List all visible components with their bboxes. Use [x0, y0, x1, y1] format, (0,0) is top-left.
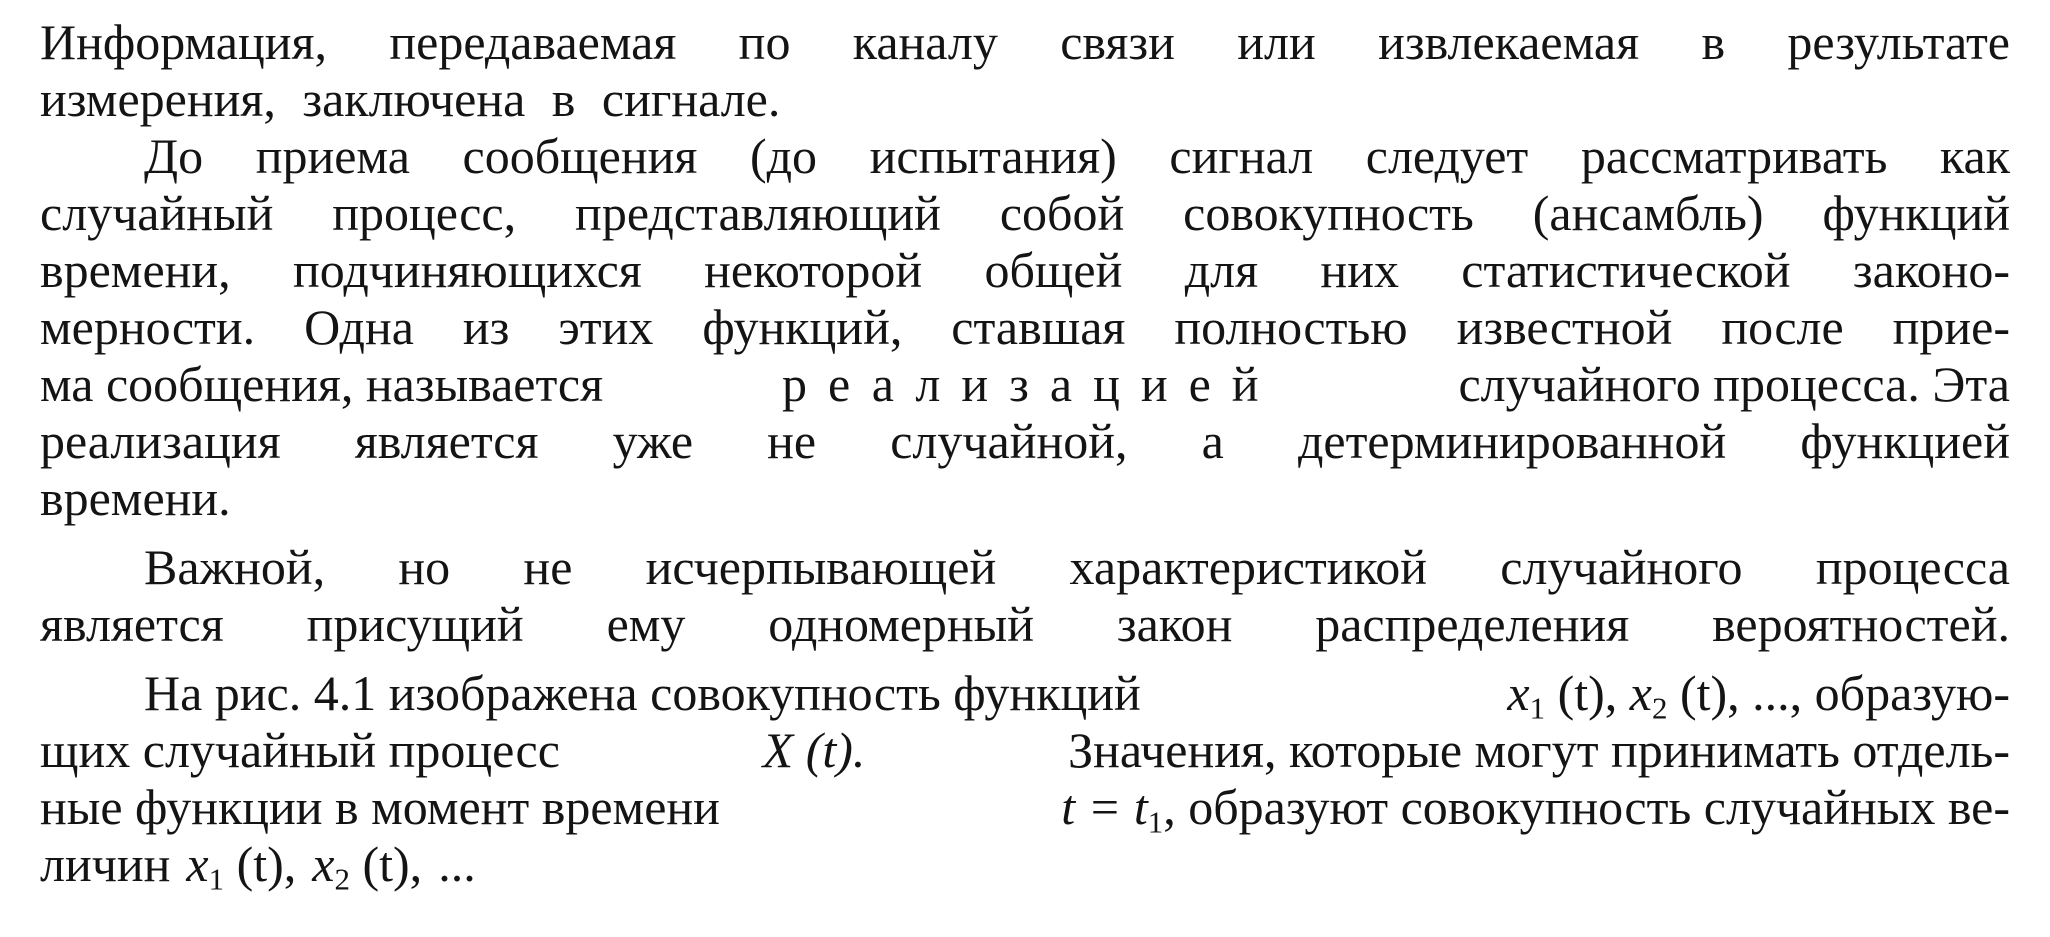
math-subscript: 1 — [1529, 690, 1546, 726]
math-expression — [1061, 779, 2010, 840]
text-line — [40, 470, 2010, 527]
line-text: ные функции в момент времени — [40, 779, 720, 835]
text-line — [40, 665, 2010, 726]
text-line — [40, 185, 2010, 242]
line-text: Важной, но не исчерпывающей характеристикой случайного процесса — [144, 539, 2010, 595]
text-line — [40, 356, 2010, 413]
document-page — [40, 14, 2010, 897]
line-text: времени, подчиняющихся некоторой общей для них статистической законо- — [40, 242, 2010, 298]
paragraph-gap — [40, 527, 2010, 539]
line-text: реализация является уже не случайной, а детерминированной функцией — [40, 413, 2010, 469]
math-variable: x — [1629, 665, 1652, 721]
text-line — [40, 722, 2010, 779]
math-subscript: 2 — [1651, 690, 1668, 726]
text-line — [40, 779, 2010, 840]
math-variable: x — [186, 836, 209, 892]
math-expression: X (t). — [762, 722, 866, 778]
math-variable: t = t — [1061, 779, 1148, 835]
line-text: личин — [40, 836, 171, 892]
line-text: является присущий ему одномерный закон распределения вероятностей. — [40, 596, 2010, 652]
math-text: (t), — [236, 836, 297, 892]
text-line — [40, 596, 2010, 653]
math-variable: x — [312, 836, 335, 892]
text-line — [40, 539, 2010, 596]
math-text: (t), — [1557, 665, 1630, 721]
line-text: ма сообщения, называется — [40, 356, 604, 412]
math-subscript: 1 — [208, 861, 225, 897]
math-text: , образуют совокупность случайных ве- — [1163, 779, 2010, 835]
text-line — [40, 242, 2010, 299]
math-text: (t), ..., образую- — [1679, 665, 2010, 721]
math-variable: x — [1507, 665, 1530, 721]
line-text: случайного процесса. Эта — [1458, 356, 2010, 412]
math-subscript: 2 — [334, 861, 350, 897]
line-text: Значения, которые могут принимать отдель- — [1068, 722, 2010, 778]
math-expression — [312, 836, 423, 897]
text-line — [40, 128, 2010, 185]
text-line — [40, 299, 2010, 356]
paragraph-gap — [40, 653, 2010, 665]
math-text: (t), — [362, 836, 423, 892]
line-text: До приема сообщения (до испытания) сигнал следует рассматривать как — [144, 128, 2010, 184]
emphasized-term: реализацией — [782, 356, 1280, 412]
math-subscript: 1 — [1147, 804, 1164, 840]
line-text: времени. — [40, 470, 231, 526]
text-line — [40, 14, 2010, 71]
line-text: измерения, заключена в сигнале. — [40, 71, 781, 127]
line-text: щих случайный процесс — [40, 722, 560, 778]
text-line — [40, 71, 2010, 128]
ellipsis: ... — [438, 836, 476, 892]
line-text: Информация, передаваемая по каналу связи или извлекаемая в результате — [40, 14, 2010, 70]
text-line — [40, 413, 2010, 470]
math-expression — [1507, 665, 2010, 726]
line-text: случайный процесс, представляющий собой совокупность (ансамбль) функций — [40, 185, 2010, 241]
math-expression — [186, 836, 297, 897]
line-text: мерности. Одна из этих функций, ставшая полностью известной после прие- — [40, 299, 2010, 355]
line-text: На рис. 4.1 изображена совокупность функций — [144, 665, 1141, 721]
text-line — [40, 836, 2010, 897]
